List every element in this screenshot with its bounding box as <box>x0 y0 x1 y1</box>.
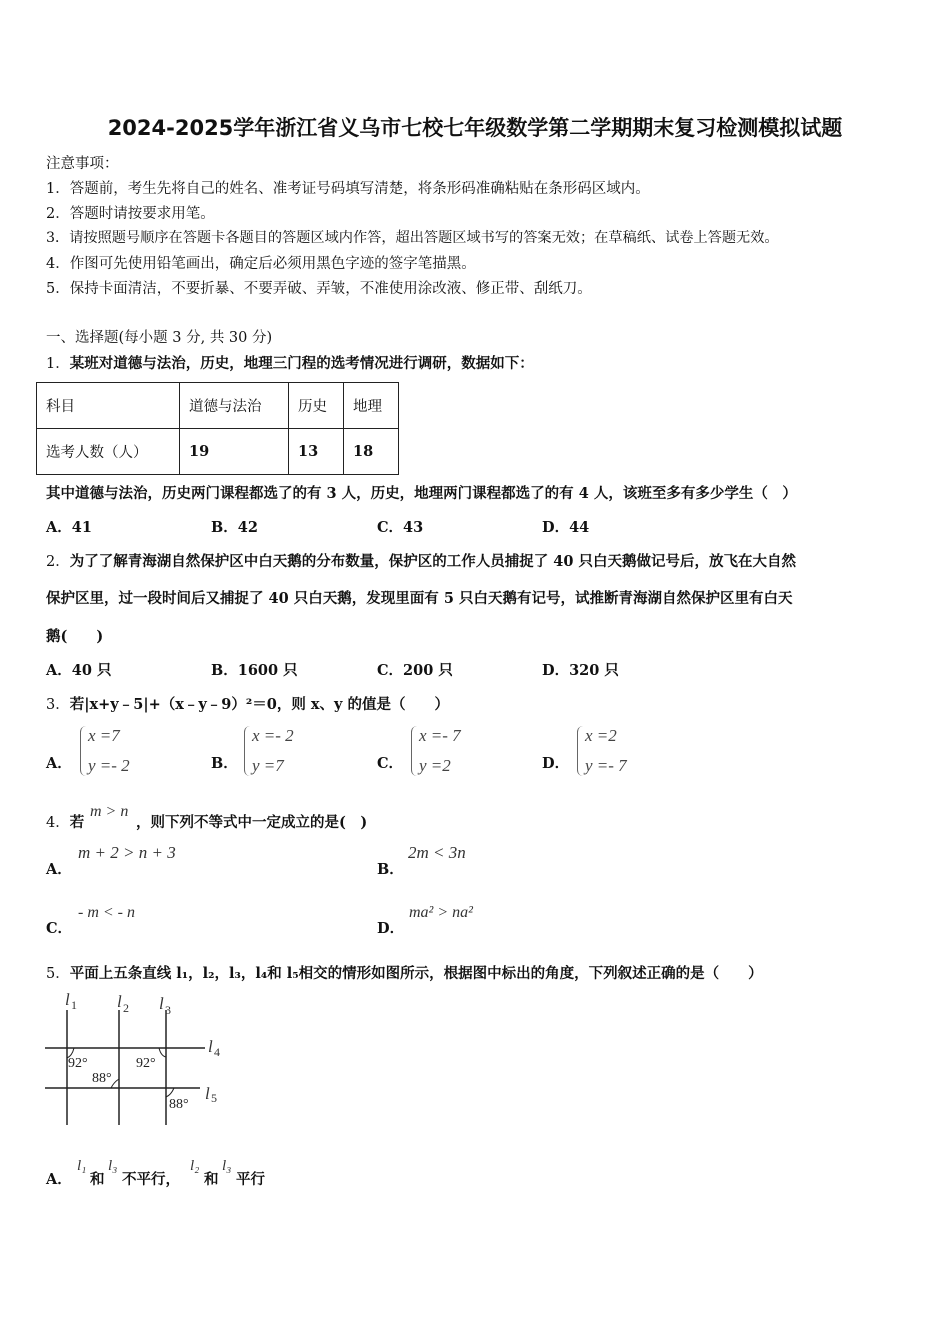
notice-item: 4．作图可先使用铅笔画出，确定后必须用黑色字迹的签字笔描黑。 <box>46 256 476 272</box>
table-cell: 18 <box>344 429 399 475</box>
label-sub: 3 <box>165 1003 171 1017</box>
option-b[interactable]: B．1600 只 <box>211 662 298 679</box>
option-b-label[interactable]: B． <box>211 755 238 772</box>
option-a[interactable]: A．40 只 <box>46 662 112 679</box>
option-d-label[interactable]: D． <box>542 755 570 772</box>
question-stem: 若|x+y﹣5|+（x﹣y﹣9）²＝0，则 x、y 的值是（ ） <box>69 696 450 713</box>
equation: y =- 2 <box>88 756 130 775</box>
question-text: 其中道德与法治，历史两门课程都选了的有 3 人，历史，地理两门课程都选了的有 4 人，该班至多有多少学生（ ） <box>46 485 797 502</box>
equation: x =2 <box>585 726 617 745</box>
equation: x =- 2 <box>252 726 294 745</box>
label-l: l <box>65 990 70 1009</box>
option-c-label[interactable]: C． <box>377 755 404 772</box>
equation: y =2 <box>419 756 451 775</box>
option-b-formula: 2m < 3n <box>408 843 466 862</box>
question-stem-line: 保护区里，过一段时间后又捕捉了 40 只白天鹅，发现里面有 5 只白天鹅有记号，试推断青海湖自然保护区里有白天 <box>46 590 793 607</box>
formula: l₃ <box>222 1158 232 1174</box>
label-sub: 5 <box>211 1091 217 1105</box>
option-a-label[interactable]: A． <box>46 1171 72 1188</box>
question-number: 4． <box>46 815 70 831</box>
option-d[interactable]: D．320 只 <box>542 662 619 679</box>
option-a-formula: m + 2 > n + 3 <box>78 843 176 862</box>
notice-item: 3．请按照题号顺序在答题卡各题目的答题区域内作答，超出答题区域书写的答案无效；在草稿纸、试卷上答题无效。 <box>46 230 779 246</box>
question-stem: ，则下列不等式中一定成立的是( ) <box>136 814 368 831</box>
option-text: 不平行， <box>122 1171 180 1188</box>
angle-arc <box>166 1088 174 1097</box>
table-cell: 地理 <box>344 383 399 429</box>
angle-arc <box>159 1048 166 1057</box>
question-stem-line: 鹅( ) <box>46 628 104 645</box>
option-b[interactable]: B．42 <box>211 519 258 536</box>
table-cell: 13 <box>289 429 344 475</box>
question-stem: 为了了解青海湖自然保护区中白天鹅的分布数量，保护区的工作人员捕捉了 40 只白天鹅做记号后，放飞在大自然 <box>69 553 797 570</box>
question-1 <box>46 352 534 373</box>
notice-heading: 注意事项： <box>46 156 119 172</box>
page-title: 2024-2025学年浙江省义乌市七校七年级数学第二学期期末复习检测模拟试题 <box>107 116 843 140</box>
formula: l₃ <box>108 1158 118 1174</box>
option-a[interactable]: A．41 <box>46 519 92 536</box>
table-cell: 19 <box>180 429 289 475</box>
label-sub: 1 <box>71 998 77 1012</box>
question-number: 1． <box>46 356 70 372</box>
equation: y =7 <box>252 756 284 775</box>
question-stem: 若 <box>69 814 85 831</box>
angle-label: 92° <box>68 1056 88 1071</box>
angle-label: 88° <box>92 1071 112 1086</box>
option-c[interactable]: C．43 <box>377 519 424 536</box>
label-l: l <box>117 992 122 1011</box>
equation: y =- 7 <box>585 756 627 775</box>
label-sub: 4 <box>214 1045 220 1059</box>
notice-item: 5．保持卡面清洁，不要折暴、不要弄破、弄皱，不准使用涂改液、修正带、刮纸刀。 <box>46 281 592 297</box>
question-stem: 某班对道德与法治，历史，地理三门程的选考情况进行调研，数据如下： <box>69 355 534 372</box>
formula: l₂ <box>190 1158 200 1174</box>
subject-table <box>36 382 399 475</box>
angle-arc <box>111 1079 119 1088</box>
lines-figure <box>40 990 240 1130</box>
option-text: 和 <box>204 1171 219 1188</box>
formula: l₁ <box>77 1158 87 1174</box>
table-header-row <box>37 383 399 429</box>
angle-label: 88° <box>169 1097 189 1112</box>
option-d-formula: ma² > na² <box>409 904 473 921</box>
option-d-label[interactable]: D． <box>377 920 405 937</box>
section-heading: 一、选择题(每小题 3 分, 共 30 分) <box>46 330 273 346</box>
notice-item: 2．答题时请按要求用笔。 <box>46 206 215 222</box>
option-text: 平行 <box>236 1171 265 1188</box>
notice-item: 1．答题前，考生先将自己的姓名、准考证号码填写清楚，将条形码准确粘贴在条形码区域内。 <box>46 181 650 197</box>
equation: x =- 7 <box>419 726 461 745</box>
question-2 <box>46 550 796 571</box>
table-cell: 选考人数（人） <box>37 429 180 475</box>
label-l: l <box>159 994 164 1013</box>
option-text: 和 <box>90 1171 105 1188</box>
option-a-label[interactable]: A． <box>46 861 72 878</box>
question-3 <box>46 693 449 714</box>
option-c[interactable]: C．200 只 <box>377 662 453 679</box>
question-stem: 平面上五条直线 l₁，l₂，l₃，l₄和 l₅相交的情形如图所示，根据图中标出的角度，下列叙述正确的是（ ） <box>69 965 763 982</box>
question-number: 5． <box>46 966 70 982</box>
table-cell: 历史 <box>289 383 344 429</box>
question-number: 3． <box>46 697 70 713</box>
option-c-formula: - m < - n <box>78 904 136 921</box>
option-a-label[interactable]: A． <box>46 755 72 772</box>
label-l: l <box>208 1037 213 1056</box>
question-number: 2． <box>46 554 70 570</box>
question-4 <box>46 811 84 832</box>
label-sub: 2 <box>123 1001 129 1015</box>
question-5 <box>46 962 763 983</box>
option-b-label[interactable]: B． <box>377 861 404 878</box>
table-cell: 道德与法治 <box>180 383 289 429</box>
label-l: l <box>205 1084 210 1103</box>
table-row <box>37 429 399 475</box>
option-c-label[interactable]: C． <box>46 920 73 937</box>
angle-label: 92° <box>136 1056 156 1071</box>
option-d[interactable]: D．44 <box>542 519 590 536</box>
condition-formula: m > n <box>90 803 129 820</box>
table-cell: 科目 <box>37 383 180 429</box>
equation: x =7 <box>88 726 120 745</box>
